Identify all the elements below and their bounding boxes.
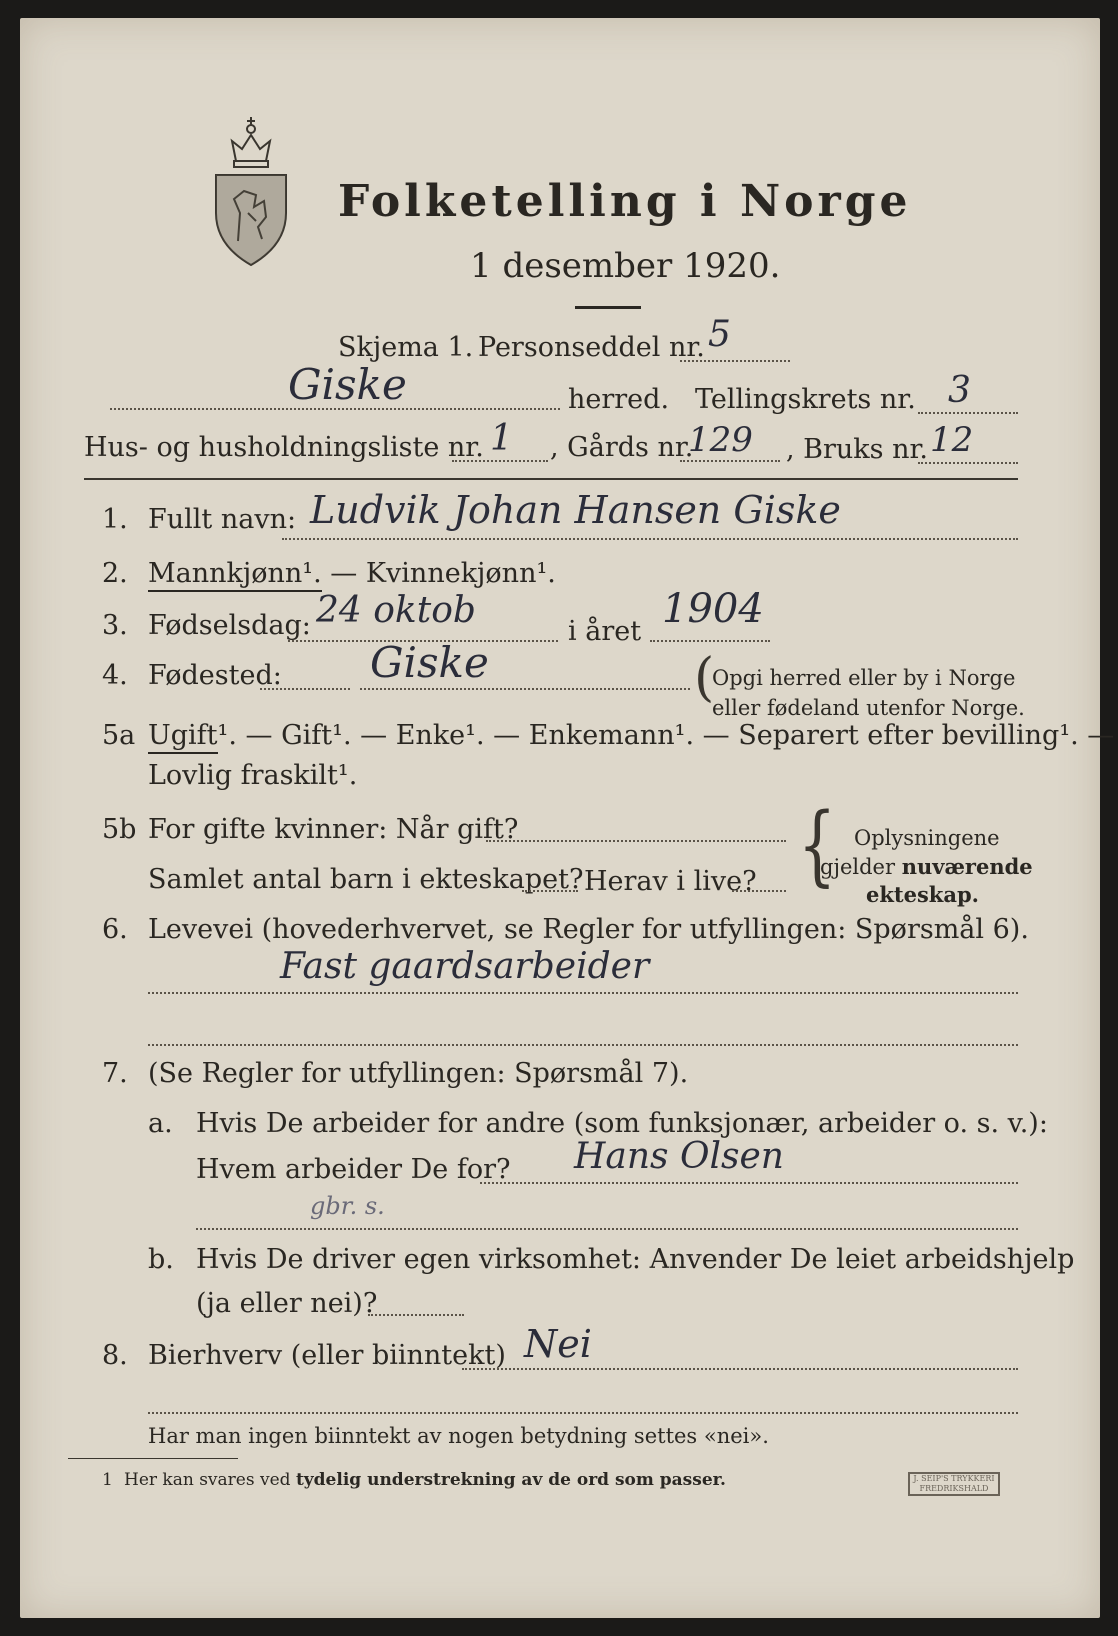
tellingskrets-value[interactable]: 3 <box>948 370 971 411</box>
form-title: Folketelling i Norge <box>338 176 912 227</box>
q7b-line1: Hvis De driver egen virksomhet: Anvender De leiet arbeidshjelp <box>196 1244 1075 1275</box>
footnote-text-b: tydelig understrekning av de ord som passer. <box>295 1470 726 1490</box>
census-date: 1 desember 1920. <box>470 246 781 286</box>
personseddel-line <box>680 360 790 362</box>
footnote-rule <box>68 1458 238 1459</box>
herred-label: herred. <box>568 384 670 415</box>
census-form <box>20 18 1115 1618</box>
when-married-line <box>486 840 786 842</box>
footnote-text <box>124 1470 726 1490</box>
norwegian-coat-of-arms-icon <box>210 113 292 268</box>
q7a-line2: Hvem arbeider De for? <box>196 1154 511 1185</box>
birthplace-note-2: eller fødeland utenfor Norge. <box>712 696 1025 720</box>
employer-line-2 <box>196 1228 1018 1230</box>
q7b-line2: (ja eller nei)? <box>196 1288 378 1319</box>
marriage-note-1: Oplysningene <box>854 826 1000 850</box>
year-line <box>650 640 770 642</box>
birthplace-note-1: Opgi herred eller by i Norge <box>712 666 1016 690</box>
q7a-number: a. <box>148 1108 173 1139</box>
bruks-label: , Bruks nr. <box>786 434 929 465</box>
female-option[interactable]: Kvinnekjønn¹. <box>365 558 556 589</box>
side-income-line-2 <box>148 1412 1018 1414</box>
skjema-label: Skjema 1. <box>338 332 474 363</box>
hus-line <box>452 460 548 462</box>
personseddel-value[interactable]: 5 <box>708 314 731 355</box>
q6-label: Levevei (hovederhvervet, se Regler for utfyllingen: Spørsmål 6). <box>148 914 1029 945</box>
q5b-when-married: For gifte kvinner: Når gift? <box>148 814 519 845</box>
full-name-value[interactable]: Ludvik Johan Hansen Giske <box>310 488 841 532</box>
footnote-text-a: Her kan svares ved <box>124 1470 291 1490</box>
birthday-value[interactable]: 24 oktob <box>316 590 476 631</box>
printer-stamp-line1: J. SEIP'S TRYKKERI <box>913 1474 995 1483</box>
bruks-value[interactable]: 12 <box>930 420 974 460</box>
birthplace-note-brace: ( <box>694 648 715 708</box>
q5a-number: 5a <box>102 720 136 751</box>
marital-options <box>148 720 1114 751</box>
q1-number: 1. <box>102 504 128 535</box>
q7b-number: b. <box>148 1244 174 1275</box>
q3-label: Fødselsdag: <box>148 610 311 641</box>
q8-number: 8. <box>102 1340 128 1371</box>
q7-number: 7. <box>102 1058 128 1089</box>
q4-number: 4. <box>102 660 128 691</box>
marriage-note-brace: { <box>798 795 837 897</box>
tellingskrets-label: Tellingskrets nr. <box>695 384 916 415</box>
footnote-marker: 1 <box>102 1470 113 1490</box>
tellingskrets-line <box>918 412 1018 414</box>
hus-label: Hus- og husholdningsliste nr. <box>84 432 484 463</box>
gards-label: , Gårds nr. <box>550 432 694 463</box>
birthplace-value[interactable]: Giske <box>370 638 489 687</box>
male-option[interactable]: Mannkjønn¹. <box>148 558 322 592</box>
q4-label: Fødested: <box>148 660 282 691</box>
bruks-line <box>918 462 1018 464</box>
occupation-line-1 <box>148 992 1018 994</box>
birthplace-line-a <box>260 688 350 690</box>
ugift-option[interactable]: Ugift <box>148 720 218 754</box>
q1-line <box>282 538 1018 540</box>
marriage-note-2a: gjelder <box>820 855 896 879</box>
marriage-note-3: ekteskap. <box>866 882 979 907</box>
q8-label: Bierhverv (eller biinntekt) <box>148 1340 506 1371</box>
children-total-line <box>522 890 578 892</box>
marital-other-options[interactable]: ¹. — Gift¹. — Enke¹. — Enkemann¹. — Separert efter bevilling¹. — <box>217 720 1115 751</box>
side-income-value[interactable]: Nei <box>524 1322 592 1366</box>
gards-value[interactable]: 129 <box>688 420 753 460</box>
birth-year-value[interactable]: 1904 <box>662 586 764 632</box>
birthplace-line-b <box>360 688 690 690</box>
q2-number: 2. <box>102 558 128 589</box>
hired-help-line <box>368 1314 464 1316</box>
marriage-note-2 <box>820 854 1033 879</box>
marital-option-fraskilt[interactable]: Lovlig fraskilt¹. <box>148 760 358 791</box>
occupation-line-2 <box>148 1044 1018 1046</box>
gards-line <box>680 460 780 462</box>
side-income-note: Har man ingen biinntekt av nogen betydning settes «nei». <box>148 1424 769 1448</box>
employer-value[interactable]: Hans Olsen <box>574 1136 784 1177</box>
personseddel-label: Personseddel nr. <box>478 332 705 363</box>
q7a-line1: Hvis De arbeider for andre (som funksjonær, arbeider o. s. v.): <box>196 1108 1048 1139</box>
hus-value[interactable]: 1 <box>490 418 513 459</box>
q5b-children-total: Samlet antal barn i ekteskapet? <box>148 864 584 895</box>
employer-annotation[interactable]: gbr. s. <box>310 1192 385 1220</box>
sex-options <box>148 558 556 589</box>
marriage-note-2b: nuværende <box>901 854 1033 879</box>
children-alive-line <box>732 890 786 892</box>
q5b-number: 5b <box>102 814 137 845</box>
q7-label: (Se Regler for utfyllingen: Spørsmål 7). <box>148 1058 689 1089</box>
year-label: i året <box>568 616 642 647</box>
header-rule <box>84 478 1018 480</box>
occupation-value[interactable]: Fast gaardsarbeider <box>280 946 650 987</box>
q5b-children-alive: Herav i live? <box>584 866 757 897</box>
printer-stamp-line2: FREDRIKSHALD <box>919 1484 989 1493</box>
q3-number: 3. <box>102 610 128 641</box>
q1-label: Fullt navn: <box>148 504 297 535</box>
side-income-line <box>462 1368 1018 1370</box>
employer-line <box>480 1182 1018 1184</box>
printer-stamp <box>908 1472 1000 1496</box>
sex-separator: — <box>321 558 366 589</box>
q6-number: 6. <box>102 914 128 945</box>
herred-value[interactable]: Giske <box>288 360 407 409</box>
title-divider <box>575 306 641 309</box>
